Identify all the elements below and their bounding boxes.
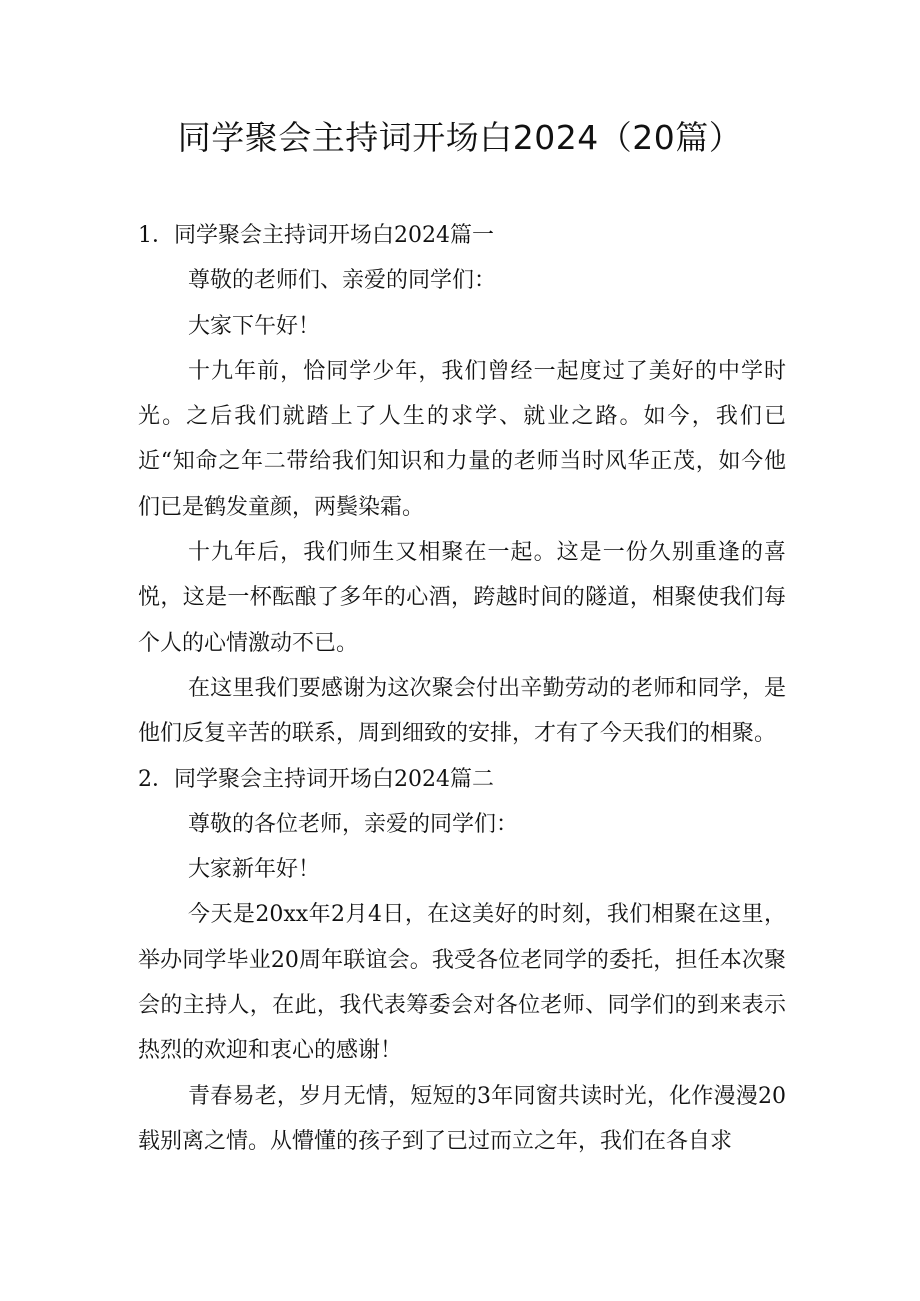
section-heading: 1．同学聚会主持词开场白2024篇一 bbox=[138, 223, 494, 248]
document-title: 同学聚会主持词开场白2024（20篇） bbox=[177, 118, 743, 157]
document-body bbox=[138, 213, 786, 1164]
paragraph: 尊敬的各位老师，亲爱的同学们： bbox=[188, 811, 519, 837]
paragraph: 大家下午好！ bbox=[188, 313, 321, 339]
paragraph: 青春易老，岁月无情，短短的3年同窗共读时光，化作漫漫20载别离之情。从懵懂的孩子到了已过而立之年，我们在各自求 bbox=[138, 1083, 786, 1154]
paragraph: 十九年前，恰同学少年，我们曾经一起度过了美好的中学时光。之后我们就踏上了人生的求学、就业之路。如今，我们已近“知命之年二带给我们知识和力量的老师当时风华正茂，如今他们已是鹤发童颜，两鬓染霜。 bbox=[138, 358, 786, 520]
section-heading: 2．同学聚会主持词开场白2024篇二 bbox=[138, 766, 494, 792]
paragraph: 大家新年好！ bbox=[188, 857, 321, 883]
paragraph: 尊敬的老师们、亲爱的同学们： bbox=[188, 268, 497, 294]
paragraph: 今天是20xx年2月4日，在这美好的时刻，我们相聚在这里，举办同学毕业20周年联谊会。我受各位老同学的委托，担任本次聚会的主持人，在此，我代表筹委会对各位老师、同学们的到来表示热烈的欢迎和衷心的感谢！ bbox=[138, 902, 786, 1064]
paragraph: 十九年后，我们师生又相聚在一起。这是一份久别重逢的喜悦，这是一杯酝酿了多年的心酒，跨越时间的隧道，相聚使我们每个人的心情激动不已。 bbox=[138, 540, 786, 656]
paragraph: 在这里我们要感谢为这次聚会付出辛勤劳动的老师和同学，是他们反复辛苦的联系，周到细致的安排，才有了今天我们的相聚。 bbox=[138, 675, 786, 747]
